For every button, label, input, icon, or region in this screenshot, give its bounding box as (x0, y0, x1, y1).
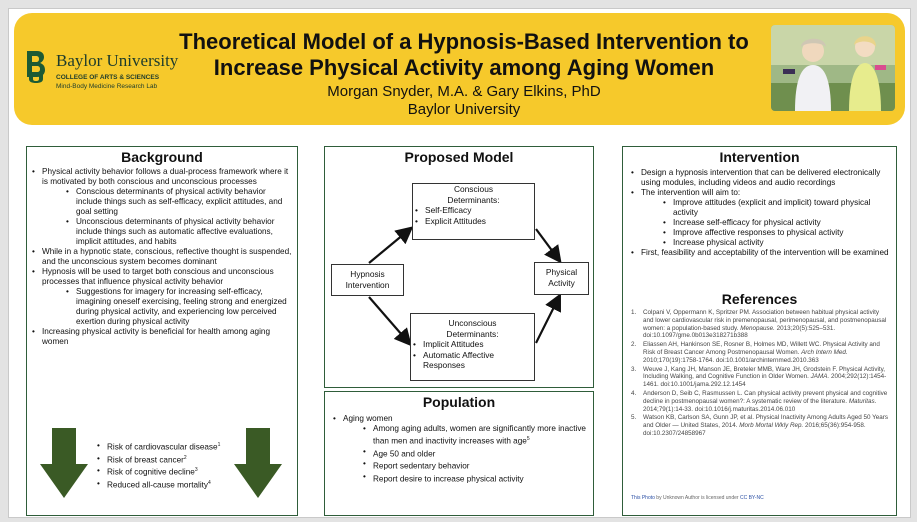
list-item: • While in a hypnotic state, conscious, reflective thought is suspended, and the unconscious system becomes dominant (30, 247, 292, 267)
list-item: • Hypnosis will be used to target both conscious and unconscious processes that influence physical activity behavior • Suggestions for imagery for increasing self-efficacy, imagining oneself exercising, feeling strong and energized during physical activity, and experiencing low perceived exertion during physical activity (30, 267, 292, 327)
header-banner (14, 13, 905, 125)
license-link[interactable]: CC BY-NC (739, 495, 764, 501)
references-list (631, 309, 891, 439)
photo-credit: This Photo by Unknown Author is licensed under CC BY-NC (631, 495, 764, 501)
list-item: • Automatic Affective Responses (411, 350, 534, 371)
list-item: • Unconscious determinants of physical activity behavior include things such as automatic affective evaluations, implicit attitudes, and habits (66, 217, 292, 247)
logo-lab: Mind-Body Medicine Research Lab (56, 83, 158, 90)
poster-authors: Morgan Snyder, M.A. & Gary Elkins, PhD (327, 83, 601, 100)
proposed-model-section (324, 146, 594, 388)
list-item: • Physical activity behavior follows a dual-process framework where it is motivated by both conscious and unconscious processes • Conscious determinants of physical activity behavior include things such as self-efficacy, explicit attitudes, and goal setting • Unconscious determinants of physical activity behavior include things such as automatic affective evaluations, implicit attitudes, and habits (30, 167, 292, 247)
arrow-conscious-to-activity (536, 229, 559, 260)
arrow-hypnosis-to-unconscious (369, 297, 409, 343)
background-heading: Background (121, 149, 203, 165)
reference-item: 1. Colpani V, Oppermann K, Spritzer PM. Association between habitual physical activity and lower cardiovascular risk in premenopausal, perimenopausal, and postmenopausal women: a population-based study. Menopause. 2013;20(5):525–531. doi:10.1097/gme.0b013e318271b388 (631, 309, 887, 340)
down-arrow-icon (234, 428, 282, 498)
population-heading: Population (422, 394, 496, 410)
list-item: • Report sedentary behavior (363, 459, 591, 472)
arrow-hypnosis-to-conscious (369, 229, 410, 263)
list-item: • Aging women • Among aging adults, women are significantly more inactive than men and inactivity increases with age$^5$ • Age 50 and older • Report sedentary behavior • Report desire to increase physical activity (331, 414, 591, 485)
arrow-unconscious-to-activity (536, 297, 559, 343)
intervention-section (622, 146, 897, 516)
background-list (30, 167, 292, 347)
women-exercising-photo (771, 25, 895, 111)
poster (8, 8, 911, 518)
physical-activity-box: Physical Activity (534, 262, 589, 295)
model-heading: Proposed Model (404, 149, 514, 165)
list-item: • Implicit Attitudes (411, 339, 534, 350)
list-item: • Increasing physical activity is beneficial for health among aging women (30, 327, 292, 347)
population-section (324, 391, 594, 516)
background-section (26, 146, 298, 516)
list-item: • Risk of breast cancer$^2$ (97, 453, 237, 466)
health-benefits-list (97, 440, 237, 491)
list-item: • First, feasibility and acceptability of the intervention will be examined (629, 248, 894, 258)
references-heading: References (721, 291, 798, 307)
list-item: • Among aging adults, women are significantly more inactive than men and inactivity increases with age$^5$ (363, 424, 591, 447)
list-item: • Increase physical activity (663, 238, 894, 248)
intervention-heading: Intervention (719, 149, 800, 165)
list-item: • Age 50 and older (363, 447, 591, 460)
list-item: • Improve affective responses to physical activity (663, 228, 894, 238)
list-item: • Risk of cognitive decline$^3$ (97, 465, 237, 478)
reference-item: 3. Weuve J, Kang JH, Manson JE, Breteler MMB, Ware JH, Grodstein F. Physical Activity, Including Walking, and Cognitive Function in Older Women. JAMA. 2004;292(12):1454-1461. doi:10.1001/jama.292.12.1454 (631, 365, 887, 389)
logo-university-name: Baylor University (56, 51, 179, 70)
list-item: • Explicit Attitudes (413, 216, 534, 227)
list-item: • Suggestions for imagery for increasing self-efficacy, imagining oneself exercising, feeling strong and energized during physical activity, and experiencing low perceived exertion during physical activity (66, 287, 292, 327)
reference-item: 2. Eliassen AH, Hankinson SE, Rosner B, Holmes MD, Willett WC. Physical Activity and Risk of Breast Cancer Among Postmenopausal Women. Arch Intern Med. 2010;170(19):1758-1764. doi:10.1001/archinternmed.2010.363 (631, 341, 880, 364)
down-arrow-icon (40, 428, 88, 498)
list-item: • Reduced all-cause mortality$^4$ (97, 478, 237, 491)
list-item: • Self-Efficacy (413, 205, 534, 216)
intervention-list (629, 168, 894, 258)
list-item: • Design a hypnosis intervention that can be delivered electronically using modules, including videos and audio recordings (629, 168, 894, 188)
list-item: • Risk of cardiovascular disease$^1$ (97, 440, 237, 453)
population-list (331, 414, 591, 485)
poster-affiliation: Baylor University (407, 101, 521, 118)
list-item: • Report desire to increase physical activity (363, 472, 591, 485)
conscious-determinants-box: Conscious Determinants: • Self-Efficacy • Explicit Attitudes (412, 183, 535, 240)
list-item: • Improve attitudes (explicit and implicit) toward physical activity (663, 198, 894, 218)
list-item: • The intervention will aim to: • Improve attitudes (explicit and implicit) toward physical activity • Increase self-efficacy for physical activity • Improve affective responses to physical activity • Increase physical activity (629, 188, 894, 248)
photo-credit-link[interactable]: This Photo (631, 495, 655, 501)
reference-item: 4. Anderson D, Seib C, Rasmussen L. Can physical activity prevent physical and cognitive decline in postmenopausal women?: A systematic review of the literature. Maturitas. 2014;79(1):14-33. doi:10.1016/j.maturitas.2014.06.010 (631, 389, 888, 413)
baylor-logo (24, 47, 184, 103)
reference-item: 5. Watson KB, Carlson SA, Gunn JP, et al. Physical Inactivity Among Adults Aged 50 Years and Older — United States, 2014. Morb Mortal Wkly Rep. 2016;65(36):954-958. doi:10.2307/24858967 (631, 414, 889, 437)
poster-title-line1: Theoretical Model of a Hypnosis-Based Intervention to (179, 29, 749, 54)
logo-college: COLLEGE OF ARTS & SCIENCES (56, 74, 160, 81)
unconscious-determinants-box: Unconscious Determinants: • Implicit Attitudes • Automatic Affective Responses (410, 313, 535, 381)
poster-title (164, 29, 764, 81)
baylor-bu-logo-icon (24, 49, 50, 83)
list-item: • Conscious determinants of physical activity behavior include things such as self-efficacy, explicit attitudes, and goal setting (66, 187, 292, 217)
list-item: • Increase self-efficacy for physical activity (663, 218, 894, 228)
hypnosis-intervention-box: Hypnosis Intervention (331, 264, 404, 296)
poster-title-line2: Increase Physical Activity among Aging Women (213, 55, 715, 80)
